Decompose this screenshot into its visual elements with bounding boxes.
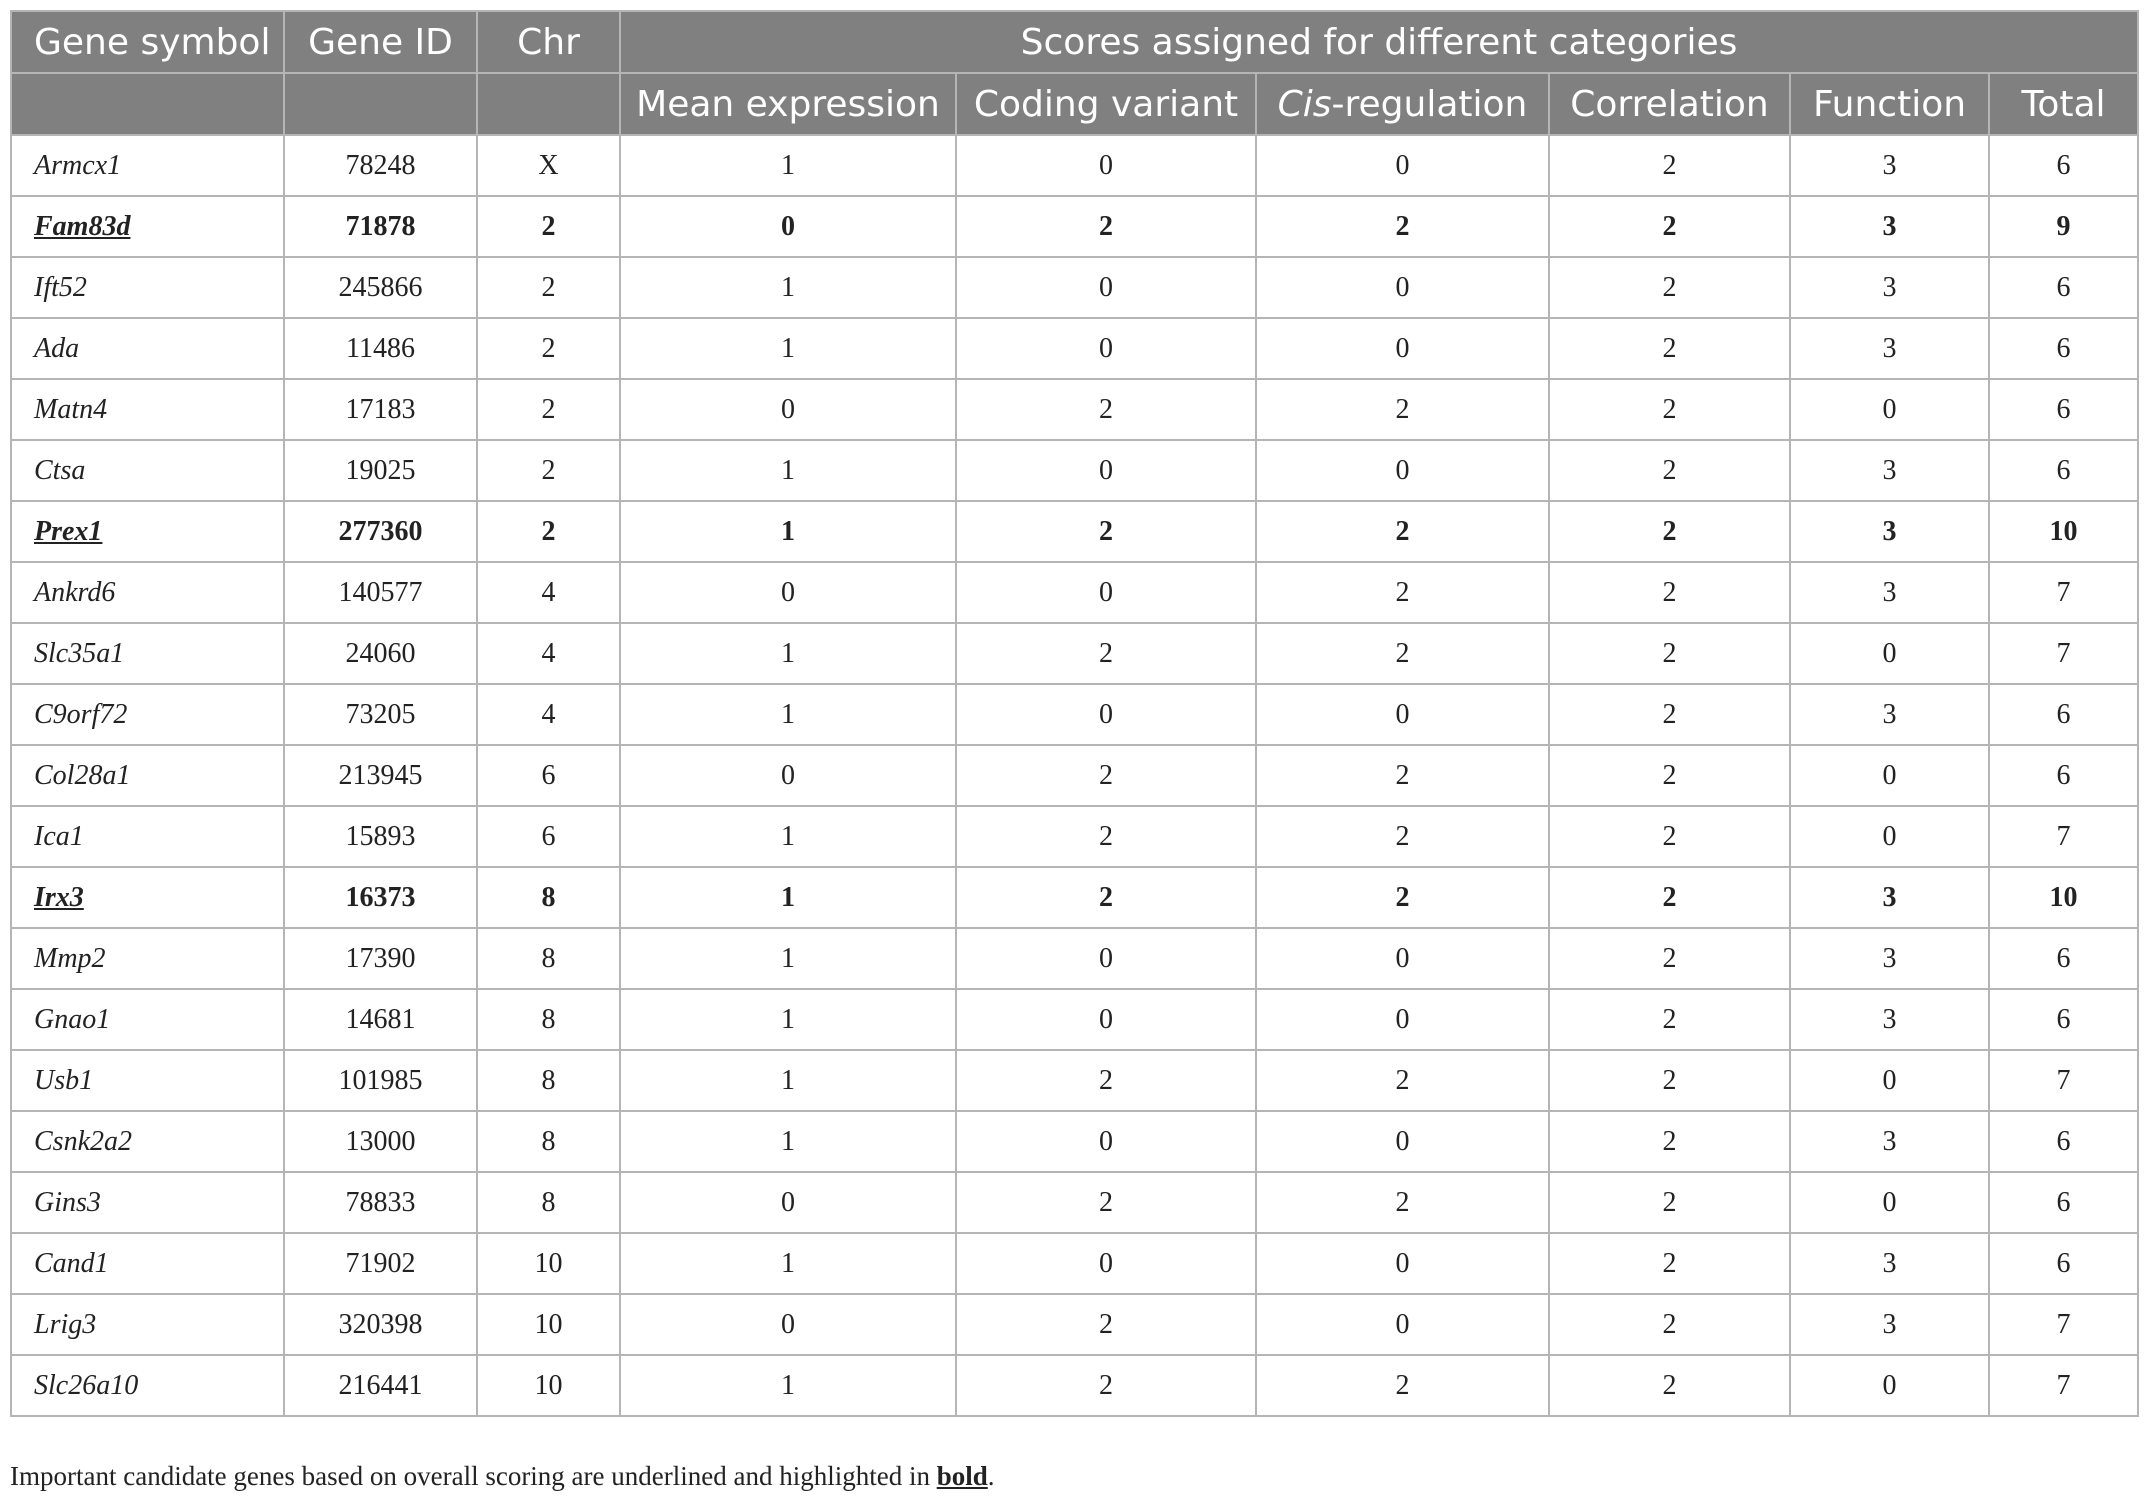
cell-chr: 4 [477,684,620,745]
table-row [11,623,2138,684]
cell-coding-variant: 2 [956,806,1256,867]
table-row [11,318,2138,379]
cell-correlation: 2 [1549,318,1790,379]
cell-correlation: 2 [1549,501,1790,562]
cell-coding-variant: 2 [956,745,1256,806]
cell-function: 3 [1790,1294,1989,1355]
cell-gene-symbol [11,440,284,501]
cell-correlation: 2 [1549,928,1790,989]
cell-mean-expression: 1 [620,867,956,928]
cell-cis-regulation: 2 [1256,562,1549,623]
cell-gene-id: 11486 [284,318,477,379]
cell-gene-id: 71878 [284,196,477,257]
cell-cis-regulation: 0 [1256,135,1549,196]
cell-total: 6 [1989,318,2138,379]
cell-mean-expression: 0 [620,379,956,440]
cell-gene-symbol [11,318,284,379]
cell-mean-expression: 1 [620,501,956,562]
gene-symbol-text: Csnk2a2 [34,1125,132,1157]
table-row [11,928,2138,989]
gene-symbol-text: Armcx1 [34,149,122,181]
gene-symbol-text: Gnao1 [34,1003,111,1035]
cell-function: 3 [1790,196,1989,257]
cell-total: 6 [1989,1172,2138,1233]
col-header-function: Function [1790,73,1989,135]
cell-correlation: 2 [1549,562,1790,623]
cell-total: 10 [1989,501,2138,562]
cell-cis-regulation: 2 [1256,196,1549,257]
cell-coding-variant: 0 [956,440,1256,501]
cell-mean-expression: 1 [620,989,956,1050]
cell-chr: 2 [477,318,620,379]
cell-gene-symbol [11,1233,284,1294]
cell-mean-expression: 1 [620,928,956,989]
cell-function: 3 [1790,501,1989,562]
col-header-cis-regulation [1256,73,1549,135]
cell-correlation: 2 [1549,1355,1790,1416]
cell-chr: 6 [477,745,620,806]
cell-coding-variant: 0 [956,135,1256,196]
cell-coding-variant: 0 [956,989,1256,1050]
cell-chr: 8 [477,1050,620,1111]
cell-correlation: 2 [1549,989,1790,1050]
cell-total: 7 [1989,562,2138,623]
gene-symbol-text: Mmp2 [34,942,106,974]
cell-gene-symbol [11,379,284,440]
cell-gene-symbol [11,928,284,989]
gene-symbol-text: Ada [34,332,80,364]
gene-symbol-text: Ankrd6 [34,576,116,608]
cell-total: 7 [1989,1355,2138,1416]
cell-gene-id: 15893 [284,806,477,867]
cell-total: 6 [1989,989,2138,1050]
cell-chr: 8 [477,1172,620,1233]
cell-function: 0 [1790,745,1989,806]
header-row-2 [11,73,2138,135]
table-row [11,745,2138,806]
cell-chr: 8 [477,1111,620,1172]
table-row [11,867,2138,928]
cell-correlation: 2 [1549,1050,1790,1111]
cell-chr: 10 [477,1233,620,1294]
cell-cis-regulation: 0 [1256,1233,1549,1294]
cell-gene-id: 245866 [284,257,477,318]
cell-gene-id: 101985 [284,1050,477,1111]
cell-cis-regulation: 2 [1256,623,1549,684]
cell-coding-variant: 2 [956,623,1256,684]
cell-mean-expression: 0 [620,562,956,623]
cell-gene-symbol [11,989,284,1050]
cell-gene-symbol [11,623,284,684]
cell-gene-symbol [11,684,284,745]
cell-total: 6 [1989,684,2138,745]
cell-mean-expression: 0 [620,745,956,806]
cell-cis-regulation: 2 [1256,867,1549,928]
cell-coding-variant: 0 [956,257,1256,318]
gene-symbol-text: Slc35a1 [34,637,125,669]
cell-total: 6 [1989,440,2138,501]
col-header-blank [11,73,284,135]
cell-chr: 4 [477,623,620,684]
table-row [11,135,2138,196]
cell-total: 7 [1989,1050,2138,1111]
footnote-end: . [987,1461,995,1491]
gene-symbol-text: Ica1 [34,820,84,852]
cell-chr: X [477,135,620,196]
col-header-gene-symbol: Gene symbol [11,11,284,73]
table-row [11,1111,2138,1172]
cell-total: 9 [1989,196,2138,257]
cell-cis-regulation: 2 [1256,501,1549,562]
cell-gene-id: 216441 [284,1355,477,1416]
cell-cis-regulation: 0 [1256,1294,1549,1355]
cell-gene-id: 320398 [284,1294,477,1355]
cell-gene-id: 14681 [284,989,477,1050]
footnote-text: Important candidate genes based on overall scoring are underlined and highlighted in [10,1461,937,1491]
cell-total: 6 [1989,1233,2138,1294]
cell-gene-symbol [11,562,284,623]
cis-italic-text: Cis [1277,83,1332,125]
cell-coding-variant: 0 [956,928,1256,989]
cell-correlation: 2 [1549,257,1790,318]
cell-chr: 10 [477,1294,620,1355]
table-row [11,196,2138,257]
col-header-correlation: Correlation [1549,73,1790,135]
cell-coding-variant: 2 [956,501,1256,562]
col-header-scores-group: Scores assigned for different categories [620,11,2138,73]
cell-mean-expression: 1 [620,623,956,684]
cell-gene-symbol [11,1172,284,1233]
table-row [11,440,2138,501]
table-row [11,684,2138,745]
cell-correlation: 2 [1549,379,1790,440]
cell-function: 0 [1790,623,1989,684]
cell-gene-symbol [11,1294,284,1355]
gene-symbol-text: Col28a1 [34,759,131,791]
cell-function: 0 [1790,1355,1989,1416]
cell-coding-variant: 2 [956,1172,1256,1233]
gene-symbol-text: Ctsa [34,454,86,486]
cell-coding-variant: 0 [956,562,1256,623]
cell-chr: 2 [477,379,620,440]
cis-rest-text: -regulation [1331,83,1528,125]
cell-chr: 2 [477,501,620,562]
cell-mean-expression: 1 [620,1233,956,1294]
cell-chr: 10 [477,1355,620,1416]
cell-correlation: 2 [1549,623,1790,684]
cell-coding-variant: 0 [956,318,1256,379]
cell-gene-id: 277360 [284,501,477,562]
cell-gene-id: 78833 [284,1172,477,1233]
gene-symbol-text: Irx3 [34,881,84,913]
cell-correlation: 2 [1549,806,1790,867]
cell-total: 7 [1989,623,2138,684]
table-container [10,10,2137,1417]
cell-coding-variant: 2 [956,1050,1256,1111]
cell-correlation: 2 [1549,1233,1790,1294]
table-footnote [10,1461,995,1492]
cell-chr: 4 [477,562,620,623]
cell-coding-variant: 2 [956,867,1256,928]
cell-cis-regulation: 2 [1256,745,1549,806]
cell-correlation: 2 [1549,867,1790,928]
table-row [11,1355,2138,1416]
cell-function: 0 [1790,1050,1989,1111]
cell-correlation: 2 [1549,684,1790,745]
cell-chr: 6 [477,806,620,867]
cell-cis-regulation: 2 [1256,379,1549,440]
gene-symbol-text: Usb1 [34,1064,94,1096]
cell-function: 3 [1790,318,1989,379]
cell-gene-id: 16373 [284,867,477,928]
table-row [11,501,2138,562]
gene-score-table [10,10,2139,1417]
cell-correlation: 2 [1549,1111,1790,1172]
cell-correlation: 2 [1549,745,1790,806]
cell-gene-id: 17183 [284,379,477,440]
cell-function: 3 [1790,1111,1989,1172]
cell-cis-regulation: 2 [1256,1050,1549,1111]
table-row [11,1050,2138,1111]
cell-coding-variant: 2 [956,1294,1256,1355]
cell-gene-symbol [11,867,284,928]
cell-function: 0 [1790,806,1989,867]
gene-symbol-text: Lrig3 [34,1308,97,1340]
table-row [11,1233,2138,1294]
header-row-1 [11,11,2138,73]
col-header-gene-id: Gene ID [284,11,477,73]
cell-mean-expression: 0 [620,1172,956,1233]
cell-cis-regulation: 0 [1256,318,1549,379]
cell-mean-expression: 1 [620,806,956,867]
cell-function: 0 [1790,379,1989,440]
cell-correlation: 2 [1549,135,1790,196]
cell-mean-expression: 1 [620,1050,956,1111]
cell-mean-expression: 1 [620,440,956,501]
cell-mean-expression: 0 [620,1294,956,1355]
cell-function: 0 [1790,1172,1989,1233]
cell-total: 6 [1989,257,2138,318]
cell-gene-symbol [11,257,284,318]
cell-gene-symbol [11,135,284,196]
cell-total: 10 [1989,867,2138,928]
table-row [11,257,2138,318]
cell-coding-variant: 2 [956,196,1256,257]
cell-function: 3 [1790,684,1989,745]
cell-cis-regulation: 0 [1256,928,1549,989]
cell-function: 3 [1790,440,1989,501]
cell-gene-id: 140577 [284,562,477,623]
cell-coding-variant: 0 [956,684,1256,745]
cell-gene-symbol [11,745,284,806]
gene-symbol-text: Ift52 [34,271,87,303]
col-header-blank [284,73,477,135]
cell-total: 7 [1989,806,2138,867]
cell-gene-symbol [11,196,284,257]
gene-symbol-text: Fam83d [34,210,131,242]
cell-gene-symbol [11,1050,284,1111]
cell-function: 3 [1790,257,1989,318]
cell-function: 3 [1790,989,1989,1050]
table-row [11,806,2138,867]
cell-function: 3 [1790,562,1989,623]
cell-mean-expression: 1 [620,318,956,379]
cell-gene-id: 73205 [284,684,477,745]
cell-function: 3 [1790,928,1989,989]
col-header-coding-variant: Coding variant [956,73,1256,135]
cell-gene-id: 19025 [284,440,477,501]
footnote-emphasis: bold [936,1461,988,1491]
table-row [11,1294,2138,1355]
gene-symbol-text: Prex1 [34,515,103,547]
gene-symbol-text: Cand1 [34,1247,109,1279]
cell-correlation: 2 [1549,440,1790,501]
cell-total: 6 [1989,745,2138,806]
cell-coding-variant: 2 [956,1355,1256,1416]
cell-chr: 2 [477,440,620,501]
cell-chr: 8 [477,928,620,989]
cell-total: 6 [1989,135,2138,196]
cell-coding-variant: 0 [956,1233,1256,1294]
col-header-total: Total [1989,73,2138,135]
cell-gene-symbol [11,1355,284,1416]
cell-correlation: 2 [1549,196,1790,257]
table-row [11,989,2138,1050]
table-row [11,379,2138,440]
cell-mean-expression: 1 [620,1111,956,1172]
cell-function: 3 [1790,135,1989,196]
gene-symbol-text: Gins3 [34,1186,101,1218]
cell-total: 6 [1989,928,2138,989]
cell-cis-regulation: 2 [1256,806,1549,867]
cell-chr: 8 [477,867,620,928]
cell-cis-regulation: 0 [1256,257,1549,318]
cell-cis-regulation: 0 [1256,1111,1549,1172]
cell-cis-regulation: 0 [1256,684,1549,745]
cell-gene-symbol [11,1111,284,1172]
cell-cis-regulation: 2 [1256,1172,1549,1233]
table-body [11,135,2138,1416]
cell-gene-id: 24060 [284,623,477,684]
cell-cis-regulation: 0 [1256,989,1549,1050]
cell-mean-expression: 1 [620,684,956,745]
gene-symbol-text: C9orf72 [34,698,128,730]
cell-correlation: 2 [1549,1172,1790,1233]
gene-symbol-text: Matn4 [34,393,108,425]
cell-gene-id: 213945 [284,745,477,806]
cell-total: 6 [1989,379,2138,440]
cell-correlation: 2 [1549,1294,1790,1355]
cell-cis-regulation: 2 [1256,1355,1549,1416]
cell-gene-id: 71902 [284,1233,477,1294]
cell-gene-symbol [11,501,284,562]
cell-function: 3 [1790,1233,1989,1294]
cell-mean-expression: 0 [620,196,956,257]
gene-symbol-text: Slc26a10 [34,1369,139,1401]
cell-chr: 2 [477,196,620,257]
cell-chr: 8 [477,989,620,1050]
cell-coding-variant: 2 [956,379,1256,440]
col-header-blank [477,73,620,135]
cell-total: 7 [1989,1294,2138,1355]
col-header-mean-expression: Mean expression [620,73,956,135]
cell-mean-expression: 1 [620,257,956,318]
cell-gene-id: 13000 [284,1111,477,1172]
cell-function: 3 [1790,867,1989,928]
cell-total: 6 [1989,1111,2138,1172]
cell-coding-variant: 0 [956,1111,1256,1172]
cell-mean-expression: 1 [620,135,956,196]
table-row [11,562,2138,623]
col-header-chr: Chr [477,11,620,73]
cell-mean-expression: 1 [620,1355,956,1416]
cell-chr: 2 [477,257,620,318]
cell-gene-id: 17390 [284,928,477,989]
cell-cis-regulation: 0 [1256,440,1549,501]
table-row [11,1172,2138,1233]
cell-gene-id: 78248 [284,135,477,196]
cell-gene-symbol [11,806,284,867]
